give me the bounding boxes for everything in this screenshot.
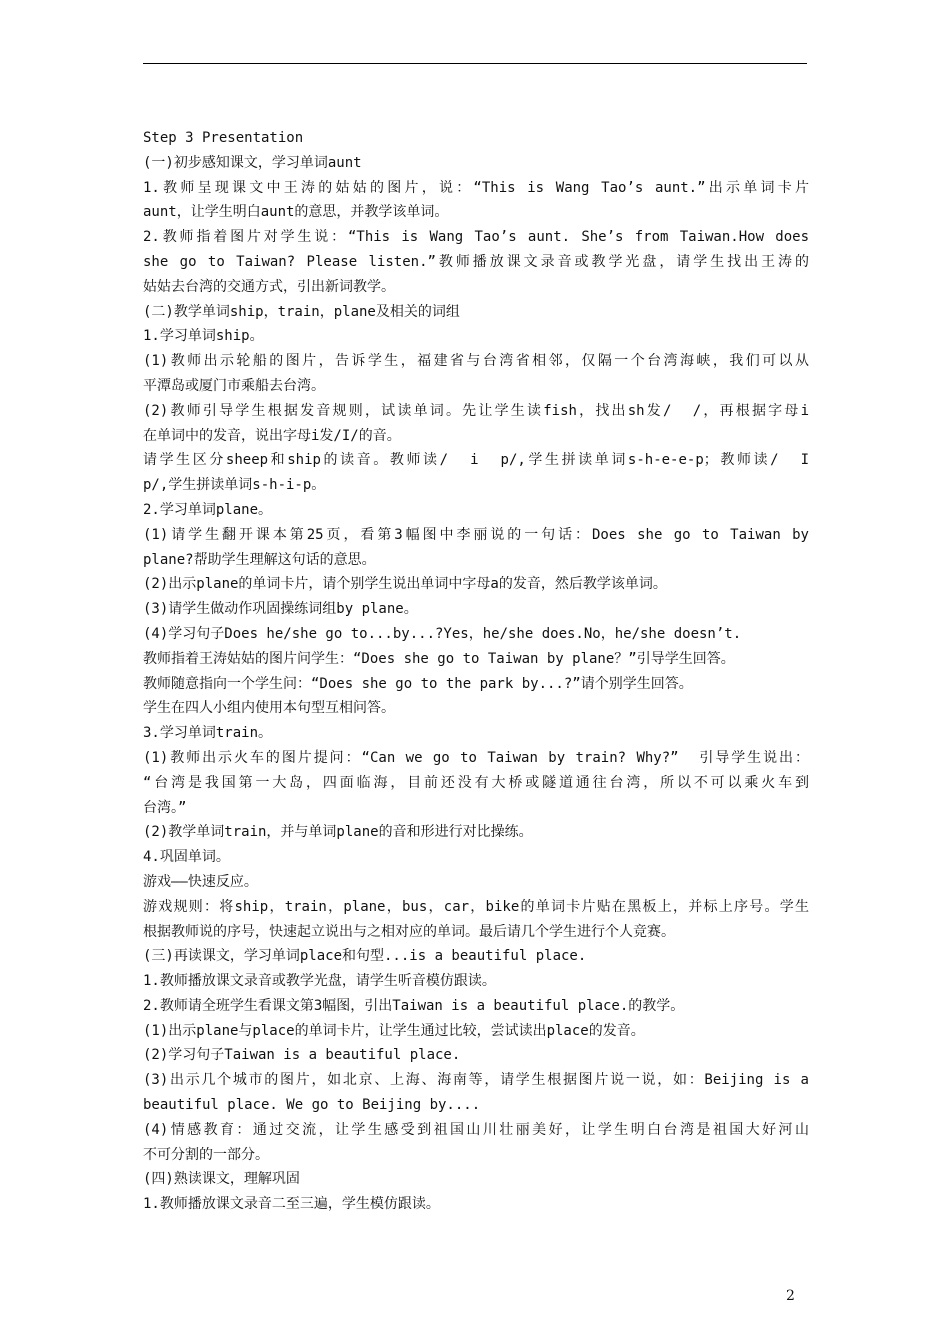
text-line: 教师指着王涛姑姑的图片问学生：“Does she go to Taiwan by plane？”引导学生回答。 bbox=[143, 650, 735, 667]
text-line: 游戏——快速反应。 bbox=[143, 873, 258, 890]
text-line: (4)学习句子Does he/she go to...by...?Yes，he/she does.No，he/she doesn’t. bbox=[143, 625, 742, 642]
text-line: (一)初步感知课文，学习单词aunt bbox=[143, 154, 362, 171]
header-rule bbox=[143, 63, 807, 64]
text-line: beautiful place. We go to Beijing by.... bbox=[143, 1097, 481, 1114]
text-line: (3)出示几个城市的图片，如北京、上海、海南等，请学生根据图片说一说，如：Beijing is a bbox=[143, 1072, 809, 1089]
text-line: (2)教学单词train，并与单词plane的音和形进行对比操练。 bbox=[143, 824, 533, 841]
text-line: 2.教师请全班学生看课文第3幅图，引出Taiwan is a beautiful place.的教学。 bbox=[143, 997, 685, 1014]
text-line: (2)教师引导学生根据发音规则，试读单词。先让学生读fish，找出sh发/ /，再根据字母i bbox=[143, 402, 809, 419]
text-line: (2)出示plane的单词卡片，请个别学生说出单词中字母a的发音，然后教学该单词。 bbox=[143, 576, 667, 593]
text-line: (1)教师出示轮船的图片，告诉学生，福建省与台湾省相邻，仅隔一个台湾海峡，我们可以从 bbox=[143, 353, 809, 370]
text-line: 在单词中的发音，说出字母i发/I/的音。 bbox=[143, 427, 401, 444]
text-line: 姑姑去台湾的交通方式，引出新词教学。 bbox=[143, 278, 395, 295]
text-line: 根据教师说的序号，快速起立说出与之相对应的单词。最后请几个学生进行个人竞赛。 bbox=[143, 923, 675, 940]
text-line: she go to Taiwan? Please listen.”教师播放课文录音或教学光盘，请学生找出王涛的 bbox=[143, 253, 809, 270]
text-line: 3.学习单词train。 bbox=[143, 725, 273, 742]
text-line: aunt，让学生明白aunt的意思，并教学该单词。 bbox=[143, 204, 449, 221]
text-line: (二)教学单词ship，train，plane及相关的词组 bbox=[143, 303, 460, 320]
text-line: 台湾。” bbox=[143, 799, 187, 816]
text-line: 不可分割的一部分。 bbox=[143, 1146, 269, 1163]
text-line: (2)学习句子Taiwan is a beautiful place. bbox=[143, 1047, 461, 1064]
text-line: (四)熟读课文，理解巩固 bbox=[143, 1171, 300, 1188]
text-line: 1.教师呈现课文中王涛的姑姑的图片，说：“This is Wang Tao’s aunt.”出示单词卡片 bbox=[143, 179, 809, 196]
document-body bbox=[143, 126, 809, 1217]
text-line: 1.学习单词ship。 bbox=[143, 328, 264, 345]
text-line: plane?帮助学生理解这句话的意思。 bbox=[143, 551, 376, 568]
text-line: 1.教师播放课文录音二至三遍，学生模仿跟读。 bbox=[143, 1196, 440, 1213]
text-line: (1)出示plane与place的单词卡片，让学生通过比较，尝试读出place的发音。 bbox=[143, 1022, 645, 1039]
text-line: 教师随意指向一个学生问：“Does she go to the park by...?”请个别学生回答。 bbox=[143, 675, 693, 692]
text-line: (1)教师出示火车的图片提问：“Can we go to Taiwan by train? Why?” 引导学生说出： bbox=[143, 749, 809, 766]
text-line: (4)情感教育：通过交流，让学生感受到祖国山川壮丽美好，让学生明白台湾是祖国大好河山 bbox=[143, 1121, 809, 1138]
text-line: (三)再读课文，学习单词place和句型...is a beautiful place. bbox=[143, 948, 587, 965]
text-line: p/,学生拼读单词s-h-i-p。 bbox=[143, 477, 326, 494]
text-line: 请学生区分sheep和ship的读音。教师读/ i p/,学生拼读单词s-h-e-e-p；教师读/ I bbox=[143, 452, 809, 469]
text-line: 2.教师指着图片对学生说：“This is Wang Tao’s aunt. She’s from Taiwan.How does bbox=[143, 229, 809, 246]
text-line: (3)请学生做动作巩固操练词组by plane。 bbox=[143, 601, 418, 618]
text-line: 学生在四人小组内使用本句型互相问答。 bbox=[143, 700, 395, 717]
text-line: 4.巩固单词。 bbox=[143, 849, 230, 866]
text-line: Step 3 Presentation bbox=[143, 130, 304, 146]
text-line: 1.教师播放课文录音或教学光盘，请学生听音模仿跟读。 bbox=[143, 973, 496, 990]
text-line: (1)请学生翻开课本第25页，看第3幅图中李丽说的一句话：Does she go to Taiwan by bbox=[143, 526, 809, 543]
page-number: 2 bbox=[786, 1288, 795, 1304]
text-line: 2.学习单词plane。 bbox=[143, 501, 273, 518]
text-line: 平潭岛或厦门市乘船去台湾。 bbox=[143, 377, 325, 394]
text-line: “台湾是我国第一大岛，四面临海，目前还没有大桥或隧道通往台湾，所以不可以乘火车到 bbox=[143, 774, 809, 791]
text-line: 游戏规则：将ship，train，plane，bus，car，bike的单词卡片贴在黑板上，并标上序号。学生 bbox=[143, 898, 809, 915]
